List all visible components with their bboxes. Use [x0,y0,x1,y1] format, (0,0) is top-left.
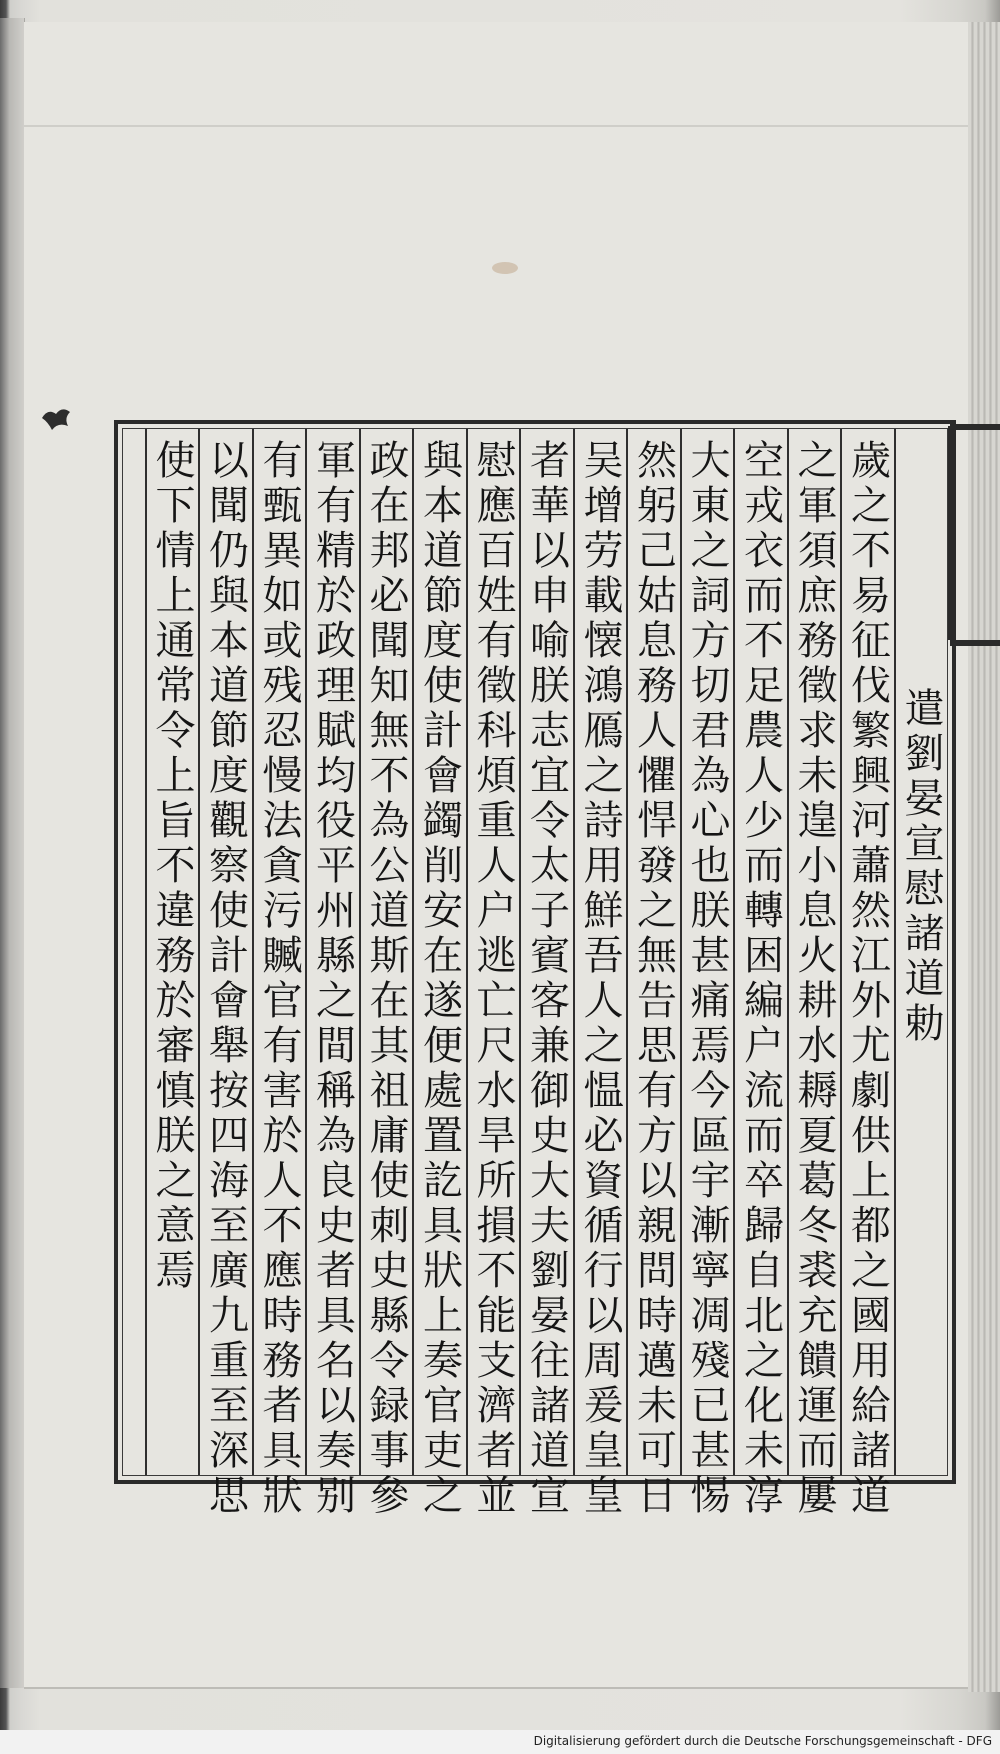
digitization-credit: Digitalisierung gefördert durch die Deutsche Forschungsgemeinschaft - DFG [533,1734,992,1748]
text-column [145,429,199,1475]
column-text: 吴增劳載懐鴻鴈之詩用鮮吾人之愠必資循行以周爰皇皇 [577,439,623,1519]
text-column [359,429,413,1519]
column-text: 軍有精於政理賦均役平州縣之間稱為良史者具名以奏别 [309,439,356,1519]
text-column [626,429,680,1519]
page-fold-line [24,125,968,127]
text-column [198,429,252,1519]
text-column [412,429,466,1519]
title-column [894,429,948,1475]
text-column [466,429,520,1519]
text-column [840,429,894,1519]
text-column [573,429,627,1519]
column-text: 慰應百姓有徵科煩重人户逃亡尺水旱所損不能支濟者並 [470,439,516,1519]
column-text: 然躬己姑息務人懼悍發之無告思有方以親問時邁未可日 [630,439,677,1519]
paper-stain [492,262,518,274]
text-column [252,429,306,1519]
text-column [519,429,573,1519]
blank-column [123,429,145,1475]
text-columns [122,428,948,1519]
column-text: 大東之詞方切君為心也朕甚痛焉今區宇漸寧凋殘已甚惕 [684,439,730,1519]
column-text: 政在邦必聞知無不為公道斯在其祖庸使刺史縣令録事參 [363,439,409,1519]
text-column [733,429,787,1519]
previous-page-edge [0,18,25,1688]
column-text: 有甄異如或残忍慢法貪污贓官有害於人不應時務者具狀 [256,439,302,1519]
column-text: 與本道節度使計會蠲削安在遂便處置訖具狀上奏官吏之 [416,439,463,1519]
frame-tab-mark [948,426,952,640]
text-column [680,429,734,1519]
column-text: 空戎衣而不足農人少而轉困編户流而卒歸自北之化未淳 [737,439,784,1519]
frame-ribbon-bottom [950,640,1000,646]
document-title: 遣劉晏宣慰諸道勅 [898,687,944,1047]
ink-blot-mark [40,404,74,432]
text-column [787,429,841,1519]
frame-ribbon-top [950,424,1000,430]
page-stack-edge [968,22,1000,1692]
column-text: 使下情上通常令上旨不違務於審慎朕之意焉 [149,439,195,1294]
text-frame [114,420,956,1519]
column-text: 之軍須庶務徵求未遑小息火耕水耨夏葛冬裘充饋運而屢 [791,439,837,1519]
column-text: 者華以申喻朕志宜令太子賓客兼御史大夫劉晏往諸道宣 [523,439,570,1519]
column-text: 以聞仍與本道節度觀察使計會舉按四海至廣九重至深思 [202,439,249,1519]
text-column [305,429,359,1519]
column-text: 歲之不易征伐繁興河蕭然江外尤劇供上都之國用給諸道 [844,439,891,1519]
